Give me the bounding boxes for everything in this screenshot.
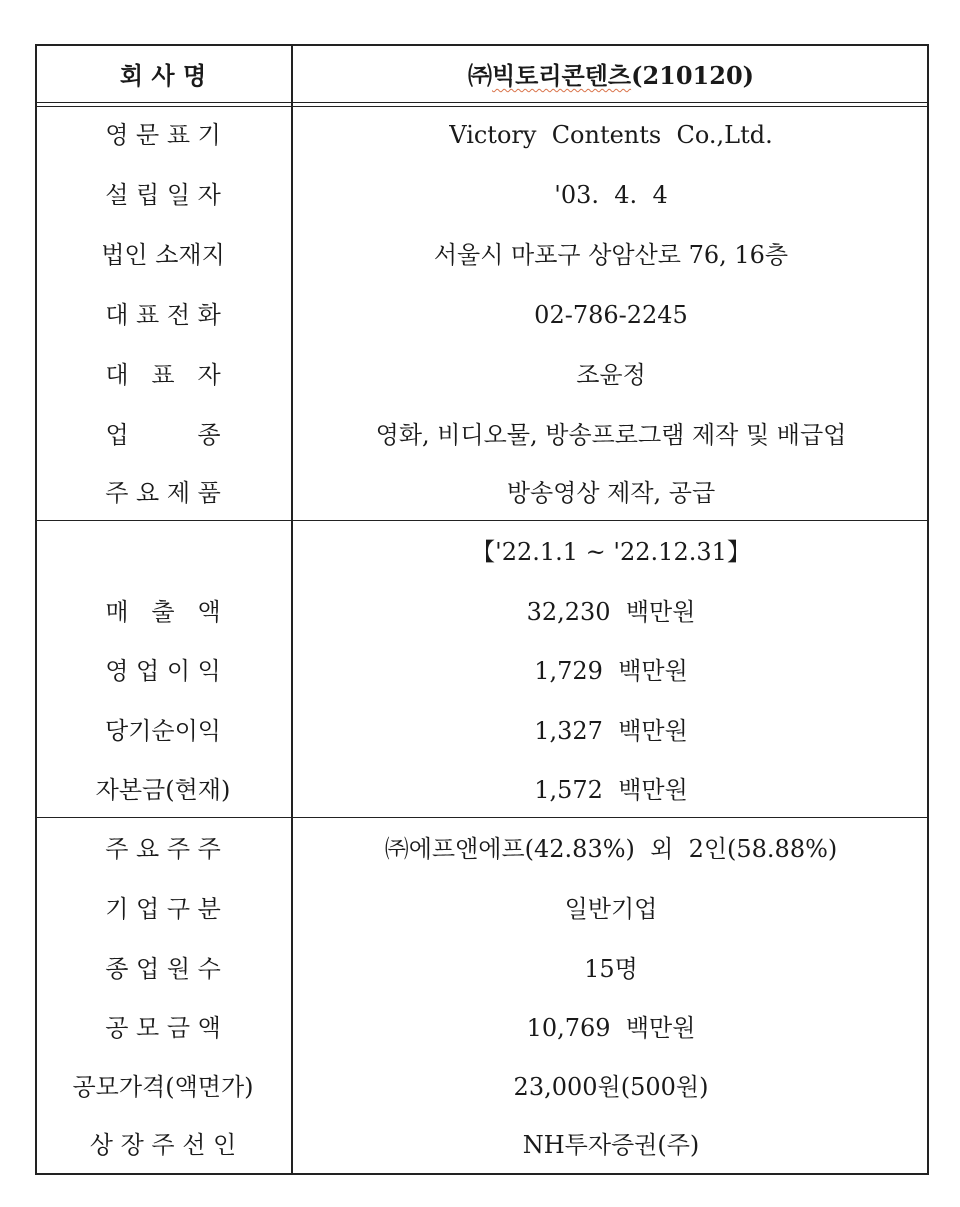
row-label: 대 표 자 xyxy=(105,361,221,389)
section-divider xyxy=(35,520,929,521)
fiscal-period: 【'22.1.1 ~ '22.12.31】 xyxy=(471,538,751,566)
table-row xyxy=(35,285,929,345)
row-value: 조윤정 xyxy=(576,361,646,389)
company-prefix: ㈜ xyxy=(467,61,492,90)
section-divider xyxy=(35,817,929,818)
row-value: 1,327 백만원 xyxy=(534,717,688,745)
row-label: 설 립 일 자 xyxy=(105,181,221,209)
header-label: 회 사 명 xyxy=(119,61,207,90)
table-row xyxy=(35,1115,929,1175)
table-row xyxy=(35,463,929,523)
row-label: 대 표 전 화 xyxy=(105,301,221,329)
company-name-cell xyxy=(293,46,929,102)
table-row xyxy=(35,819,929,879)
row-value: 10,769 백만원 xyxy=(526,1014,696,1042)
company-code: (210120) xyxy=(631,61,754,90)
row-value: Victory Contents Co.,Ltd. xyxy=(449,121,773,149)
table-row xyxy=(35,105,929,165)
row-value: 영화, 비디오물, 방송프로그램 제작 및 배급업 xyxy=(375,421,847,449)
table-row xyxy=(35,939,929,999)
table-row xyxy=(35,1057,929,1117)
row-value: 32,230 백만원 xyxy=(526,598,696,626)
period-row xyxy=(35,522,929,582)
row-value: 02-786-2245 xyxy=(534,301,688,329)
row-label: 자본금(현재) xyxy=(95,776,231,804)
row-value: 방송영상 제작, 공급 xyxy=(506,479,716,507)
table-row xyxy=(35,582,929,642)
row-label: 기 업 구 분 xyxy=(105,895,221,923)
row-label: 업 종 xyxy=(105,421,221,449)
row-label: 종 업 원 수 xyxy=(105,955,221,983)
table-row xyxy=(35,225,929,285)
table-row xyxy=(35,701,929,761)
row-label: 주 요 주 주 xyxy=(105,835,221,863)
table-row xyxy=(35,641,929,701)
table-row xyxy=(35,760,929,820)
row-label: 영 문 표 기 xyxy=(105,121,221,149)
row-value: 1,729 백만원 xyxy=(534,657,688,685)
table-row xyxy=(35,165,929,225)
row-label: 주 요 제 품 xyxy=(105,479,221,507)
row-label: 당기순이익 xyxy=(105,717,221,745)
row-label: 상 장 주 선 인 xyxy=(89,1131,237,1159)
row-value: 15명 xyxy=(584,955,638,983)
table-row xyxy=(35,879,929,939)
row-label: 영 업 이 익 xyxy=(105,657,221,685)
row-label: 법인 소재지 xyxy=(101,241,225,269)
header-row xyxy=(35,46,929,102)
table-row xyxy=(35,405,929,465)
table-row xyxy=(35,998,929,1058)
row-value: '03. 4. 4 xyxy=(554,181,668,209)
row-value: 1,572 백만원 xyxy=(534,776,688,804)
row-label: 공 모 금 액 xyxy=(105,1014,221,1042)
row-value: NH투자증권(주) xyxy=(522,1131,700,1159)
table-row xyxy=(35,345,929,405)
company-name: 빅토리콘텐츠 xyxy=(491,61,632,90)
row-label: 매 출 액 xyxy=(105,598,221,626)
row-value: 23,000원(500원) xyxy=(513,1073,709,1101)
row-label: 공모가격(액면가) xyxy=(72,1073,254,1101)
row-value: 일반기업 xyxy=(564,895,658,923)
row-value: ㈜에프앤에프(42.83%) 외 2인(58.88%) xyxy=(384,835,838,863)
row-value: 서울시 마포구 상암산로 76, 16층 xyxy=(433,241,789,269)
